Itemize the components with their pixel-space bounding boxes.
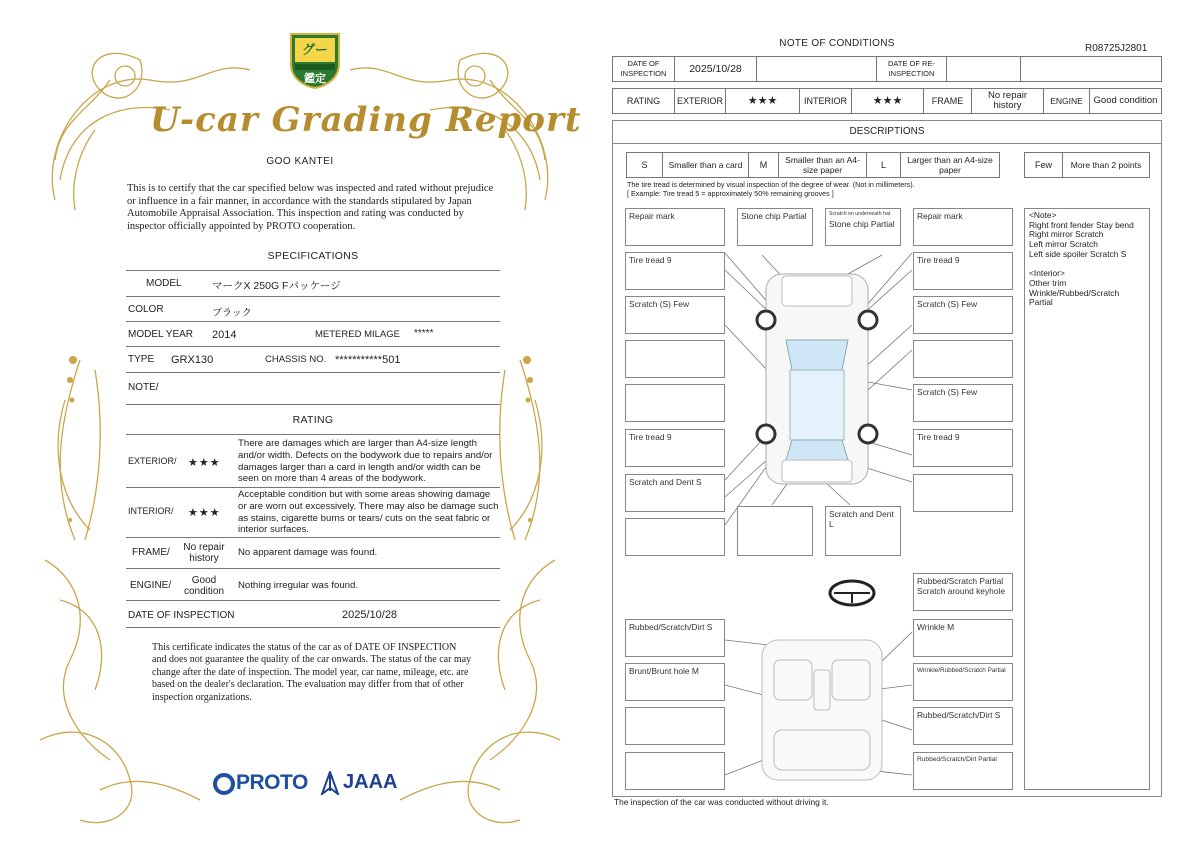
report-title: U-car Grading Report xyxy=(150,100,582,140)
legend-m-text: Smaller than an A4-size paper xyxy=(779,153,867,178)
rating-label: RATING xyxy=(613,89,675,114)
desc-box-right-3: Scratch (S) Few xyxy=(913,296,1013,334)
model-value: マークX 250G Fパッケージ xyxy=(212,280,341,292)
desc-box-left-3: Scratch (S) Few xyxy=(625,296,725,334)
legend-s-text: Smaller than a card xyxy=(663,153,749,178)
desc-box-interior-left-2: Brunt/Brunt hole M xyxy=(625,663,725,701)
specifications-heading: SPECIFICATIONS xyxy=(267,250,359,262)
desc-box-left-1: Repair mark xyxy=(625,208,725,246)
note-label: NOTE/ xyxy=(128,382,159,393)
model-year-label: MODEL YEAR xyxy=(128,329,194,340)
desc-box-top-2-text: Stone chip Partial xyxy=(829,219,895,229)
desc-box-interior-left-4 xyxy=(625,752,725,790)
interior-description: Acceptable condition but with some areas showing damage or are worn out excessively. There may also be damage such as stains, cigarette burns or tears/ cuts on the seat fabric or interior surfaces. xyxy=(238,489,499,536)
desc-box-bottom-2: Scratch and Dent L xyxy=(825,506,901,556)
few-legend-table xyxy=(1024,152,1150,178)
badge-bottom-text: 鑑定 xyxy=(304,73,326,85)
legend-few-text: More than 2 points xyxy=(1063,153,1150,178)
desc-box-top-1: Stone chip Partial xyxy=(737,208,813,246)
color-value: ブラック xyxy=(212,308,252,319)
date-inspection-label: DATE OF INSPECTION xyxy=(613,57,675,82)
jaaa-logo-icon xyxy=(320,771,340,800)
certificate-footer: This certificate indicates the status of the car as of DATE OF INSPECTION and does not guarantee the quality of the car onwards. The status of the car may change after the date of inspection. The model year, car name, mileage, etc. are based on the dealer's declaration. The evaluation may differ from that of other inspection organizations. xyxy=(152,642,472,703)
report-id: R08725J2801 xyxy=(1085,43,1148,54)
engine-label: ENGINE/ xyxy=(130,580,172,591)
desc-box-interior-right-3: Rubbed/Scratch/Dirt S xyxy=(913,707,1013,745)
desc-box-interior-right-4: Rubbed/Scratch/Dirt Partial xyxy=(913,752,1013,790)
certificate-intro: This is to certify that the car specified below was inspected and rated without prejudice or influence in a fair manner, in accordance with the standards stipulated by Japan Automobile Appraisal Association. This inspection and rating was conducted by inspector officially appointed by PROTO cooperation. xyxy=(127,183,494,232)
desc-box-top-2 xyxy=(825,208,901,246)
interior-label: INTERIOR xyxy=(800,89,852,114)
engine-description: Nothing irregular was found. xyxy=(238,580,358,591)
desc-box-right-7 xyxy=(913,474,1013,512)
interior-stars: ★★★ xyxy=(188,507,221,519)
goo-kantei-badge-icon xyxy=(287,30,343,90)
date-inspection-value: 2025/10/28 xyxy=(675,57,757,82)
frame-description: No apparent damage was found. xyxy=(238,547,378,558)
legend-s: S xyxy=(627,153,663,178)
frame-value: No repair history xyxy=(972,89,1044,114)
desc-box-left-5 xyxy=(625,384,725,422)
desc-box-left-7: Scratch and Dent S xyxy=(625,474,725,512)
desc-box-right-5: Scratch (S) Few xyxy=(913,384,1013,422)
date-of-inspection-label: DATE OF INSPECTION xyxy=(128,610,235,621)
desc-box-interior-left-1: Rubbed/Scratch/Dirt S xyxy=(625,619,725,657)
chassis-value: ***********501 xyxy=(335,354,401,366)
desc-box-interior-left-3 xyxy=(625,707,725,745)
desc-box-bottom-1 xyxy=(737,506,813,556)
desc-box-right-2: Tire tread 9 xyxy=(913,252,1013,290)
frame-value: No repair history xyxy=(183,542,225,564)
report-subtitle: GOO KANTEI xyxy=(266,156,334,167)
frame-label: FRAME/ xyxy=(132,547,170,558)
exterior-description: There are damages which are larger than A4-size length and/or width. Defects on the bodywork due to repairs and/or damages larger than a card in length and/or width can be seen on more than 4 areas of the bodywork. xyxy=(238,438,493,485)
desc-box-left-8 xyxy=(625,518,725,556)
desc-box-left-4 xyxy=(625,340,725,378)
chassis-label: CHASSIS NO. xyxy=(265,354,327,365)
desc-box-interior-right-2: Wrinkle/Rubbed/Scratch Partial xyxy=(913,663,1013,701)
exterior-stars: ★★★ xyxy=(726,89,800,114)
model-label: MODEL xyxy=(146,278,182,289)
badge-top-text: グー xyxy=(301,42,328,57)
inspection-dates-table xyxy=(612,56,1162,82)
desc-box-interior-right-1: Wrinkle M xyxy=(913,619,1013,657)
legend-l-text: Larger than an A4-size paper xyxy=(901,153,1000,178)
descriptions-heading: DESCRIPTIONS xyxy=(612,120,1162,144)
desc-box-top-2-small: Scratch on underneath hat xyxy=(829,211,891,217)
legend-l: L xyxy=(867,153,901,178)
legend-m: M xyxy=(749,153,779,178)
legend-few: Few xyxy=(1025,153,1063,178)
mileage-label: METERED MILAGE xyxy=(315,329,400,340)
size-legend-table xyxy=(626,152,1000,178)
engine-value: Good condition xyxy=(1090,89,1162,114)
desc-box-steering: Rubbed/Scratch Partial Scratch around keyhole xyxy=(913,573,1013,611)
type-label: TYPE xyxy=(128,354,155,365)
rating-table xyxy=(612,88,1162,114)
exterior-label: EXTERIOR xyxy=(675,89,726,114)
proto-logo-icon xyxy=(213,773,235,800)
desc-box-left-2: Tire tread 9 xyxy=(625,252,725,290)
desc-box-right-4 xyxy=(913,340,1013,378)
date-reinspection-label: DATE OF RE-INSPECTION xyxy=(877,57,947,82)
frame-label: FRAME xyxy=(924,89,972,114)
bottom-note: The inspection of the car was conducted without driving it. xyxy=(614,797,829,807)
interior-label: INTERIOR/ xyxy=(128,506,174,516)
engine-value: Good condition xyxy=(183,575,225,597)
color-label: COLOR xyxy=(128,304,164,315)
exterior-label: EXTERIOR/ xyxy=(128,456,177,466)
jaaa-logo: JAAA xyxy=(343,771,398,793)
engine-label: ENGINE xyxy=(1044,89,1090,114)
model-year-value: 2014 xyxy=(212,329,237,341)
interior-stars: ★★★ xyxy=(852,89,924,114)
rating-heading: RATING xyxy=(292,414,334,426)
notes-box: <Note> Right front fender Stay bend Right mirror Scratch Left mirror Scratch Left side spoiler Scratch S <Interior> Other trim Wrinkle/Rubbed/Scratch Partial xyxy=(1024,208,1150,790)
tire-note-2: [ Example: Tire tread 5 = approximately 50% remaining grooves ] xyxy=(627,189,834,198)
date-of-inspection-value: 2025/10/28 xyxy=(342,609,398,621)
desc-box-left-6: Tire tread 9 xyxy=(625,429,725,467)
mileage-value: ***** xyxy=(414,328,434,339)
exterior-stars: ★★★ xyxy=(188,457,221,469)
tire-note-1: The tire tread is determined by visual inspection of the degree of wear. (Not in millimeters). xyxy=(627,180,915,189)
desc-box-right-1: Repair mark xyxy=(913,208,1013,246)
conditions-title: NOTE OF CONDITIONS xyxy=(779,38,895,49)
proto-logo: PROTO xyxy=(236,771,308,794)
desc-box-right-6: Tire tread 9 xyxy=(913,429,1013,467)
type-value: GRX130 xyxy=(171,354,214,366)
